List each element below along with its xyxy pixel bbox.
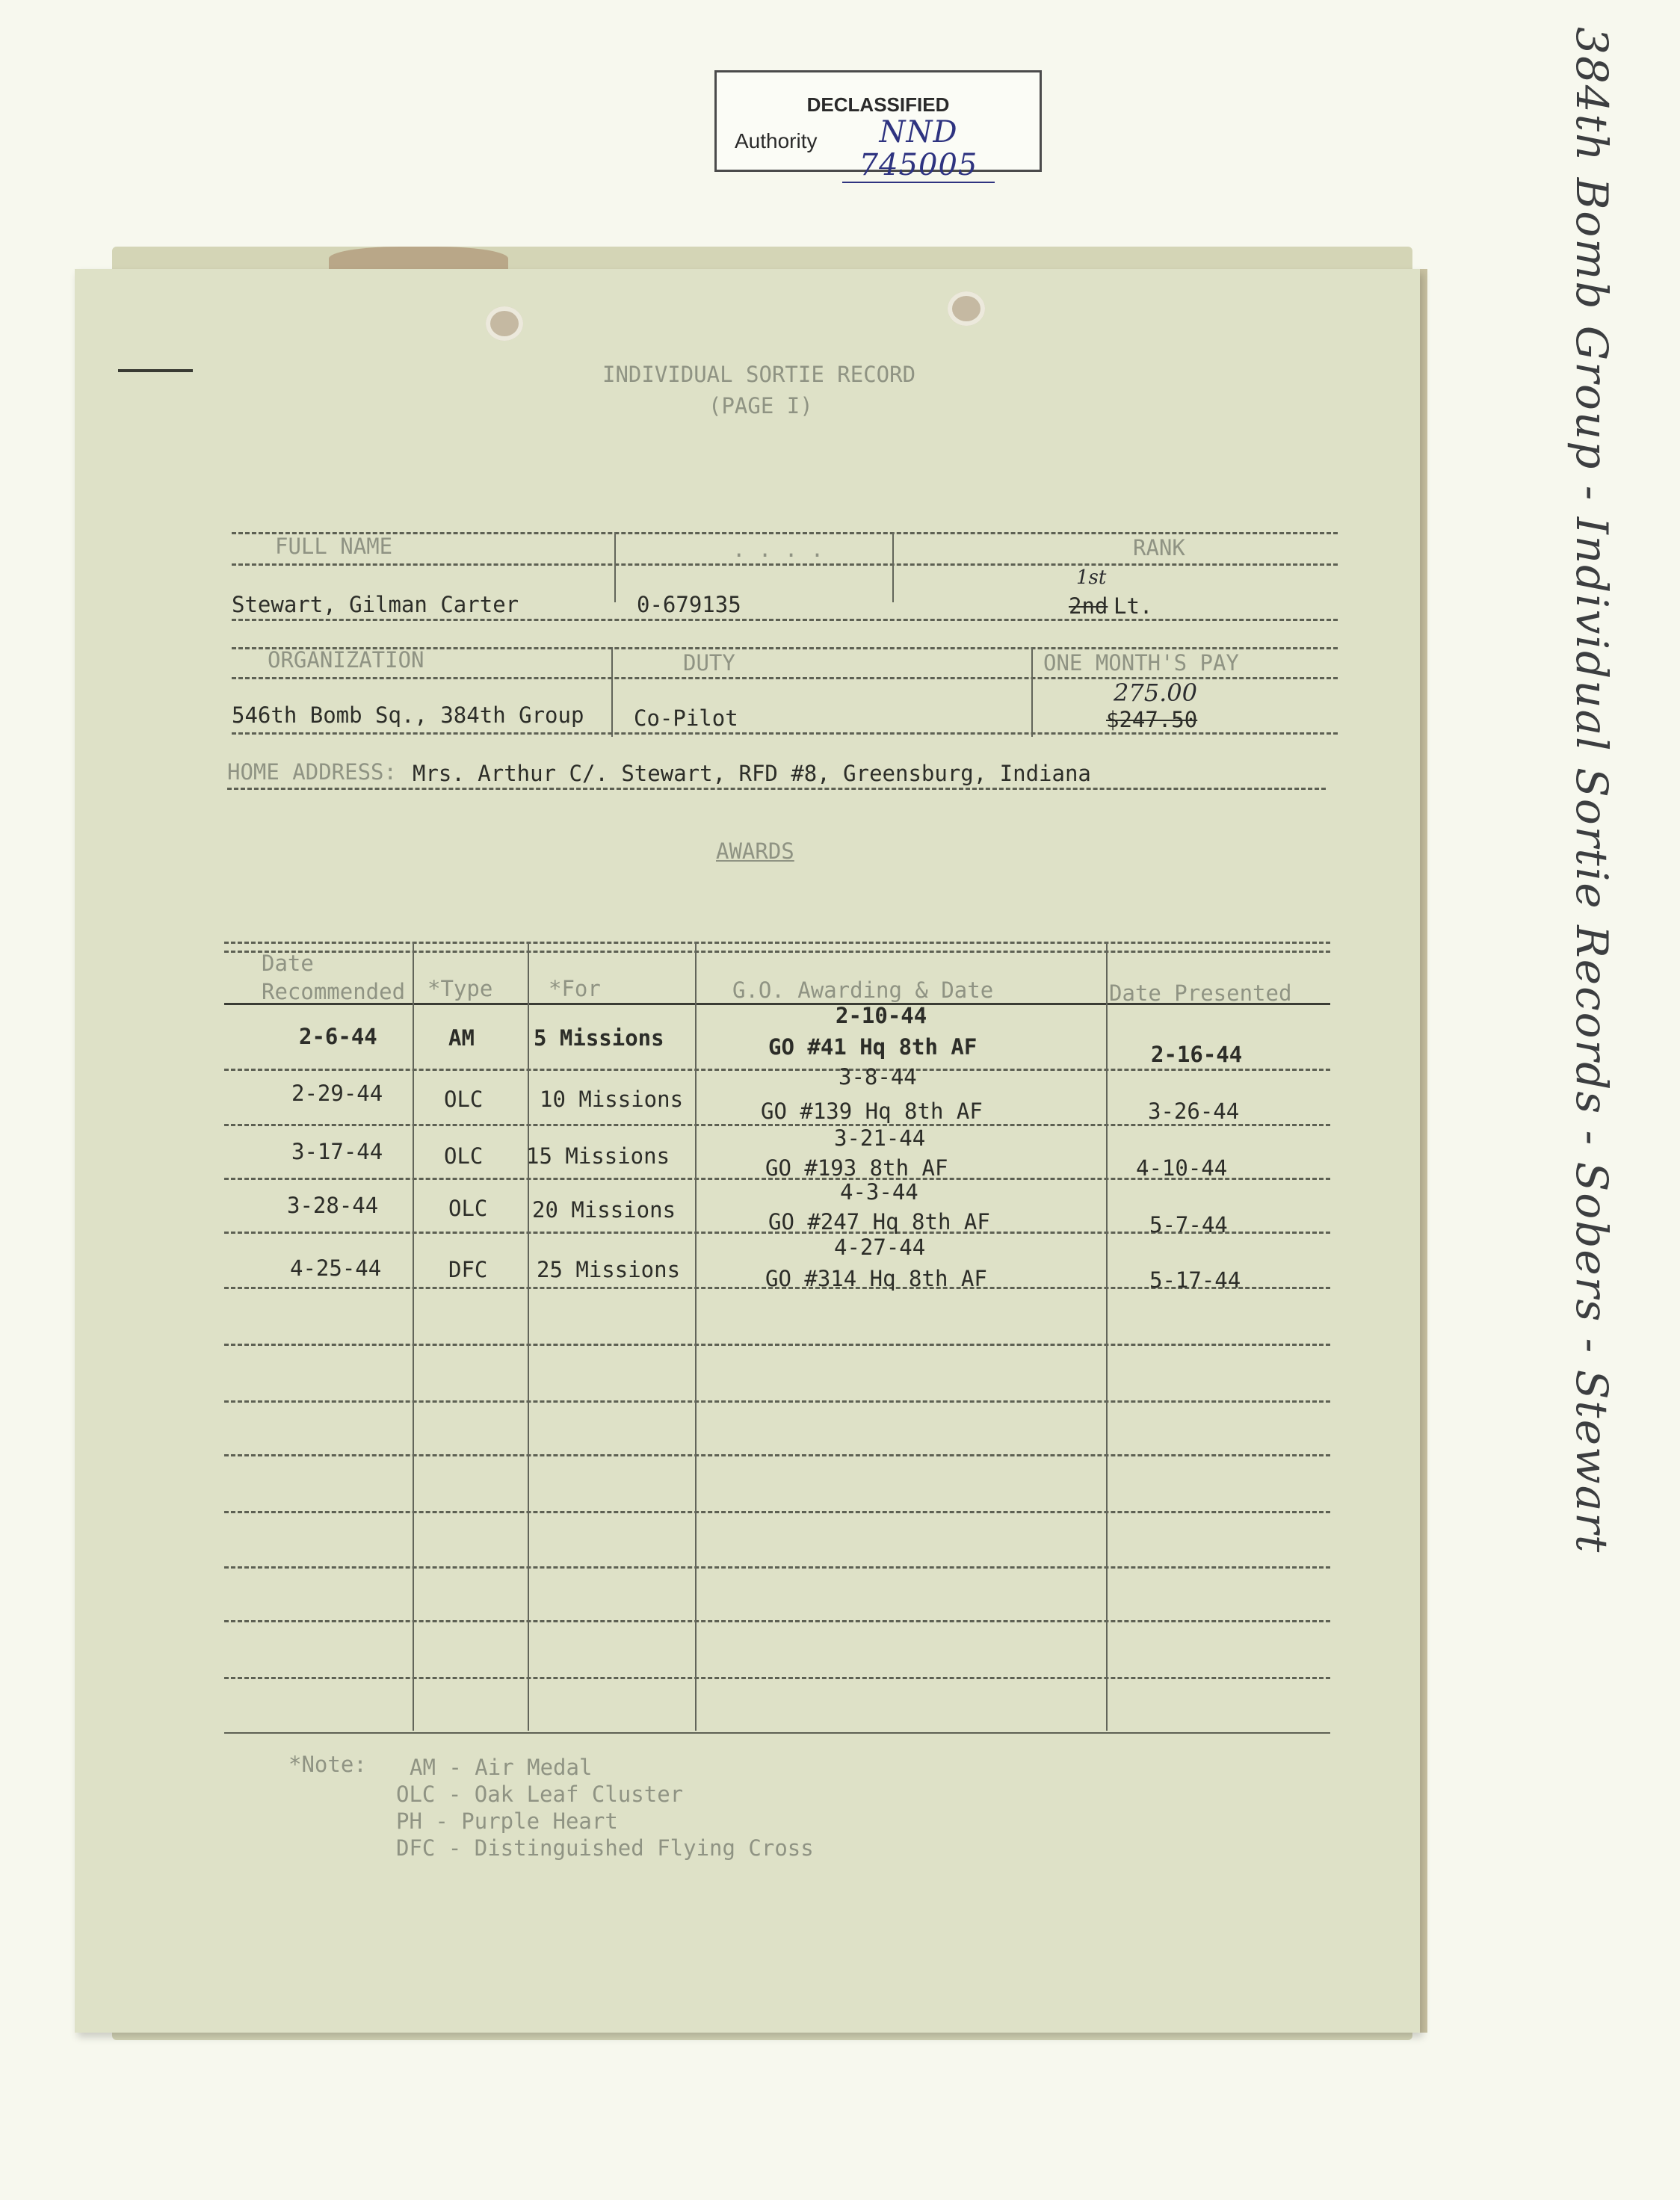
- rule: [224, 1344, 1330, 1346]
- row1-date: 2-6-44: [299, 1024, 377, 1049]
- row1-type: AM: [448, 1025, 475, 1051]
- row2-date: 2-29-44: [291, 1081, 383, 1106]
- row5-type: DFC: [448, 1257, 488, 1282]
- rule: [224, 1677, 1330, 1679]
- rule: [232, 619, 1338, 621]
- rule: [232, 532, 1338, 534]
- punch-hole-right: [948, 291, 985, 326]
- row1-presented: 2-16-44: [1151, 1042, 1243, 1067]
- rule: [224, 1511, 1330, 1513]
- row4-type: OLC: [448, 1196, 488, 1221]
- note-item-olc: OLC - Oak Leaf Cluster: [396, 1782, 684, 1807]
- divider: [611, 647, 613, 737]
- full-name-value: Stewart, Gilman Carter: [232, 592, 519, 617]
- duty-label: DUTY: [683, 650, 735, 676]
- rule: [224, 1124, 1330, 1126]
- row1-for: 5 Missions: [534, 1025, 664, 1051]
- side-note-text: 384th Bomb Group - Individual Sortie Records - Sobers - Stewart: [1566, 27, 1617, 1554]
- rule: [227, 788, 1326, 790]
- row4-for: 20 Missions: [532, 1197, 676, 1223]
- awards-title: AWARDS: [716, 838, 794, 864]
- row5-date: 4-25-44: [290, 1255, 382, 1281]
- rank-label: RANK: [1133, 535, 1185, 560]
- row5-for: 25 Missions: [537, 1257, 681, 1282]
- stamp-authority-label: Authority: [735, 129, 818, 152]
- rule: [224, 1069, 1330, 1071]
- row5-presented: 5-17-44: [1149, 1267, 1241, 1293]
- full-name-label: FULL NAME: [275, 534, 393, 559]
- pay-correction: 275.00: [1114, 679, 1197, 707]
- row5-go: GO #314 Hq 8th AF: [765, 1266, 987, 1291]
- organization-label: ORGANIZATION: [268, 647, 424, 673]
- row4-go: GO #247 Hq 8th AF: [768, 1209, 990, 1235]
- declassified-stamp: [714, 70, 1042, 182]
- divider: [413, 942, 414, 1731]
- punch-hole-left: [486, 306, 523, 341]
- row4-presented: 5-7-44: [1149, 1212, 1228, 1238]
- rank-correction: 1st: [1076, 566, 1107, 589]
- header-type: *Type: [427, 976, 493, 1001]
- header-go: G.O. Awarding & Date: [732, 977, 994, 1003]
- rule: [224, 1732, 1330, 1734]
- stamp-title: DECLASSIFIED: [806, 93, 950, 116]
- row3-presented: 4-10-44: [1136, 1155, 1228, 1181]
- row2-go-date: 3-8-44: [839, 1064, 917, 1090]
- row2-go: GO #139 Hq 8th AF: [761, 1099, 983, 1124]
- record-page-label: (PAGE I): [708, 393, 813, 418]
- stamp-authority-value: NND 745005: [842, 116, 995, 183]
- divider: [528, 942, 529, 1731]
- row3-type: OLC: [444, 1143, 484, 1169]
- note-label: *Note:: [288, 1752, 367, 1777]
- rule: [232, 563, 1338, 566]
- home-address-label: HOME ADDRESS:: [227, 759, 397, 785]
- organization-value: 546th Bomb Sq., 384th Group: [232, 702, 584, 728]
- row4-date: 3-28-44: [287, 1193, 379, 1218]
- rank-value: Lt.: [1114, 593, 1153, 619]
- rule: [224, 1620, 1330, 1622]
- row1-go: GO #41 Hq 8th AF: [768, 1034, 978, 1060]
- serial-value: 0-679135: [637, 592, 741, 617]
- row3-go: GO #193 8th AF: [765, 1155, 948, 1181]
- row1-go-date: 2-10-44: [836, 1003, 927, 1028]
- handwritten-side-note: [1566, 27, 1620, 1611]
- divider: [614, 532, 616, 602]
- note-item-am: AM - Air Medal: [410, 1755, 593, 1780]
- row2-type: OLC: [444, 1087, 484, 1112]
- row3-for: 15 Missions: [526, 1143, 670, 1169]
- row3-go-date: 3-21-44: [834, 1125, 926, 1151]
- row4-go-date: 4-3-44: [840, 1179, 918, 1205]
- row2-for: 10 Missions: [540, 1087, 684, 1112]
- pay-struck: $247.50: [1106, 707, 1198, 732]
- row2-presented: 3-26-44: [1148, 1099, 1240, 1124]
- divider: [1031, 647, 1033, 737]
- duty-value: Co-Pilot: [634, 705, 738, 731]
- header-for: *For: [549, 976, 601, 1001]
- pay-label: ONE MONTH'S PAY: [1043, 650, 1239, 676]
- rule: [224, 942, 1330, 944]
- header-date-presented: Date Presented: [1109, 980, 1292, 1006]
- home-address-value: Mrs. Arthur C/. Stewart, RFD #8, Greensburg, Indiana: [413, 761, 1091, 786]
- sortie-record-page: [75, 269, 1420, 2033]
- divider: [892, 532, 894, 602]
- rule: [224, 1454, 1330, 1456]
- serial-label: . . . .: [732, 537, 824, 562]
- rule: [232, 732, 1338, 735]
- note-item-dfc: DFC - Distinguished Flying Cross: [396, 1835, 814, 1861]
- divider: [1106, 942, 1108, 1731]
- rule: [224, 1400, 1330, 1403]
- note-item-ph: PH - Purple Heart: [396, 1808, 618, 1834]
- rule: [224, 1566, 1330, 1569]
- row5-go-date: 4-27-44: [834, 1235, 926, 1260]
- rank-struck: 2nd: [1069, 593, 1108, 619]
- header-date-recommended: Date Recommended: [262, 951, 406, 1004]
- row3-date: 3-17-44: [291, 1139, 383, 1164]
- divider: [695, 942, 697, 1731]
- record-title: INDIVIDUAL SORTIE RECORD: [602, 362, 916, 387]
- margin-mark: [118, 369, 193, 372]
